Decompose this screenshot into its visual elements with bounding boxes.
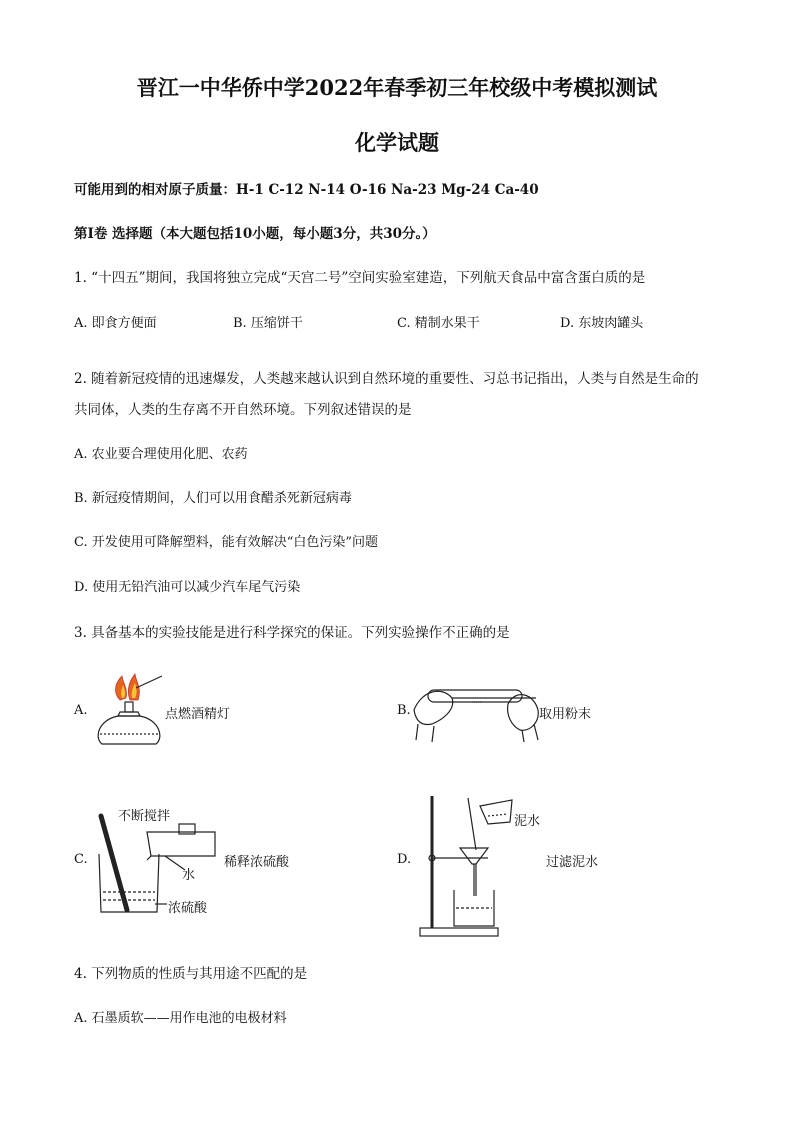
q3-c-label: 稀释浓硫酸 xyxy=(224,855,290,870)
q2-option-a: A. 农业要合理使用化肥、农药 xyxy=(74,447,248,462)
question-1-stem: 1. “十四五”期间，我国将独立完成“天宫二号”空间实验室建造，下列航天食品中富含蛋白质的是 xyxy=(74,270,646,286)
q2-option-b: B. 新冠疫情期间，人们可以用食醋杀死新冠病毒 xyxy=(74,491,352,506)
q3-option-c-letter: C. xyxy=(74,852,88,867)
q3-option-b-letter: B. xyxy=(397,703,411,718)
q3-option-b-label: 取用粉末 xyxy=(539,707,592,722)
alcohol-lamp-diagram xyxy=(90,668,170,750)
q3-option-d-letter: D. xyxy=(397,852,412,867)
q3-option-a-label: 点燃酒精灯 xyxy=(165,707,231,722)
powder-transfer-diagram xyxy=(412,680,542,742)
question-2-stem-line2: 共同体，人类的生存离不开自然环境。下列叙述错误的是 xyxy=(74,402,412,418)
dilution-diagram xyxy=(95,812,230,920)
q3-c-water-label: 水 xyxy=(182,868,196,883)
q2-option-c: C. 开发使用可降解塑料，能有效解决“白色污染”问题 xyxy=(74,535,379,550)
q3-option-a-letter: A. xyxy=(74,703,88,718)
question-2-stem-line1: 2. 随着新冠疫情的迅速爆发，人类越来越认识到自然环境的重要性、习总书记指出，人类与自然是生命的 xyxy=(74,371,699,387)
q3-c-stir-label: 不断搅拌 xyxy=(118,809,171,824)
q3-option-d-label: 过滤泥水 xyxy=(546,855,599,870)
q4-option-a: A. 石墨质软——用作电池的电极材料 xyxy=(74,1011,287,1026)
q3-c-acid-label: 浓硫酸 xyxy=(168,901,208,916)
section-heading: 第Ⅰ卷 选择题（本大题包括10小题，每小题3分，共30分。） xyxy=(74,226,436,242)
q1-option-b: B. 压缩饼干 xyxy=(233,316,303,331)
q3-d-mud-label: 泥水 xyxy=(514,814,541,829)
q1-option-c: C. 精制水果干 xyxy=(397,316,480,331)
page-title: 晋江一中华侨中学2022年春季初三年校级中考模拟测试 xyxy=(136,75,658,100)
page-subtitle: 化学试题 xyxy=(355,130,439,155)
question-4-stem: 4. 下列物质的性质与其用途不匹配的是 xyxy=(74,966,308,982)
q1-option-a: A. 即食方便面 xyxy=(74,316,157,331)
question-3-stem: 3. 具备基本的实验技能是进行科学探究的保证。下列实验操作不正确的是 xyxy=(74,625,510,641)
atomic-masses: 可能用到的相对原子质量：H-1 C-12 N-14 O-16 Na-23 Mg-24 Ca-40 xyxy=(74,182,539,198)
filtration-diagram xyxy=(420,792,520,942)
q1-option-d: D. 东坡肉罐头 xyxy=(560,316,644,331)
q2-option-d: D. 使用无铅汽油可以减少汽车尾气污染 xyxy=(74,580,301,595)
